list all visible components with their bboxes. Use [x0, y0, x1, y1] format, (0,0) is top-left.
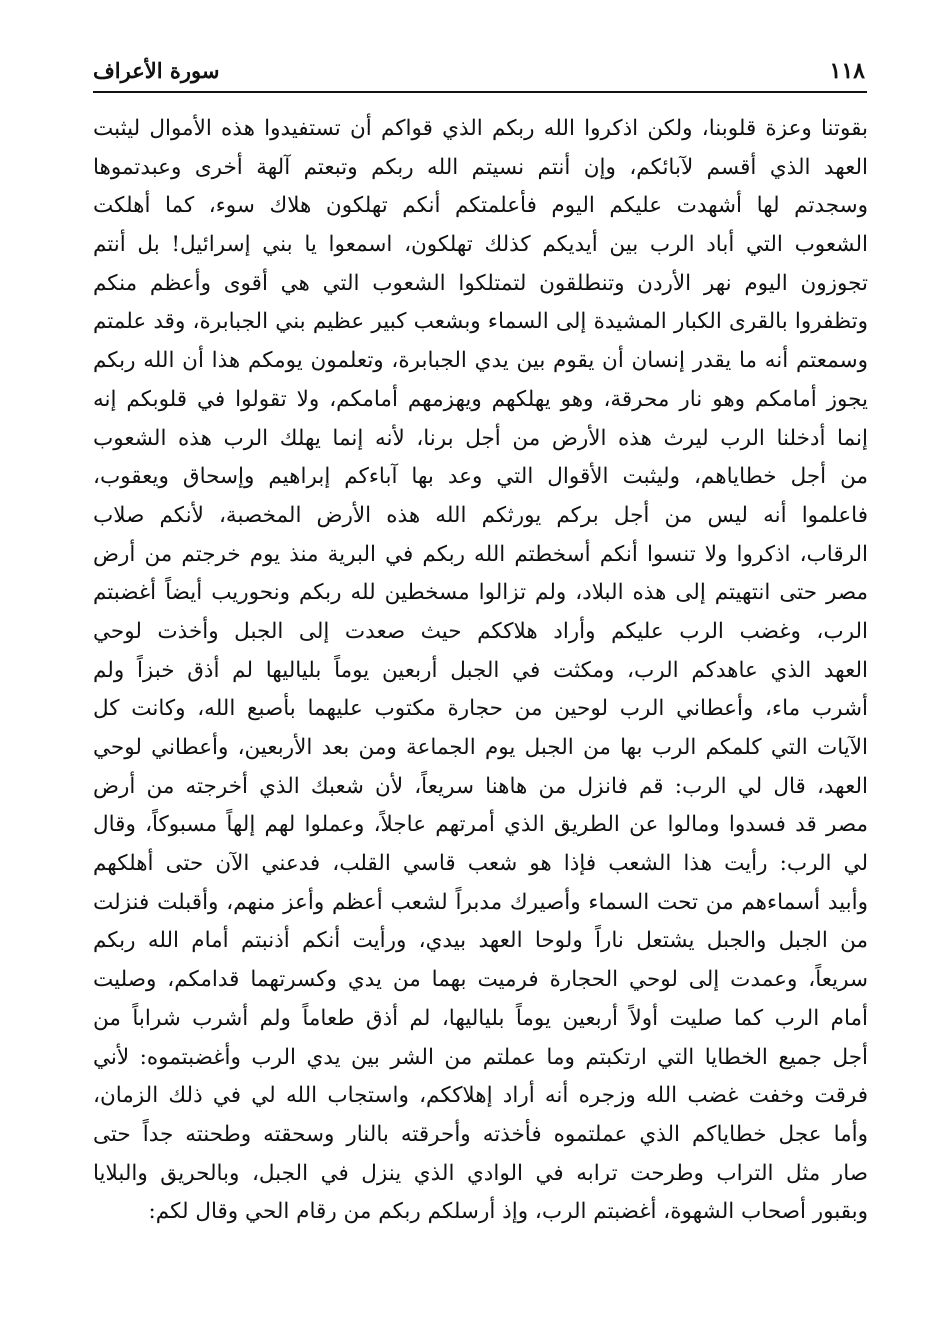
text-line: من أجل خطاياهم، وليثبت الأقوال التي وعد بها آباءكم إبراهيم وإسحاق ويعقوب، — [93, 464, 868, 490]
text-line: العهد، قال لي الرب: قم فانزل من هاهنا سريعاً، لأن شعبك الذي أخرجته من أرض — [93, 773, 868, 799]
text-line: صار مثل التراب وطرحت ترابه في الوادي الذي ينزل في الجبل، وبالحريق والبلايا — [93, 1160, 868, 1186]
text-line: فاعلموا أنه ليس من أجل بركم يورثكم الله هذه الأرض المخصبة، لأنكم صلاب — [93, 502, 868, 528]
text-line: أشرب ماء، وأعطاني الرب لوحين من حجارة مكتوب عليهما بأصبع الله، وكانت كل — [93, 696, 868, 722]
text-line: العهد الذي أقسم لآبائكم، وإن أنتم نسيتم الله ربكم وتبعتم آلهة أخرى وعبدتموها — [93, 154, 868, 180]
text-line: وأما عجل خطاياكم الذي عملتموه فأخذته وأحرقته بالنار وسحقته وطحنته جداً حتى — [93, 1121, 868, 1147]
text-line: إنما أدخلنا الرب ليرث هذه الأرض من أجل برنا، لأنه إنما يهلك الرب هذه الشعوب — [93, 425, 868, 451]
text-line: الآيات التي كلمكم الرب بها من الجبل يوم الجماعة ومن بعد الأربعين، وأعطاني لوحي — [93, 735, 868, 760]
text-line: مصر قد فسدوا ومالوا عن الطريق الذي أمرتهم عاجلاً، وعملوا لهم إلهاً مسبوكاً، وقال — [93, 812, 868, 838]
text-line: بقوتنا وعزة قلوبنا، ولكن اذكروا الله ربكم الذي قواكم أن تستفيدوا هذه الأموال ليثبت — [93, 116, 868, 141]
header-divider — [93, 91, 867, 93]
text-line: وأبيد أسماءهم من تحت السماء وأصيرك مدبراً لشعب أعظم وأعز منهم، وأقبلت فنزلت — [93, 889, 868, 915]
text-line: مصر حتى انتهيتم إلى هذه البلاد، ولم تزالوا مسخطين لله ربكم ونحوريب أيضاً أغضبتم — [93, 580, 868, 606]
text-line: أجل جميع الخطايا التي ارتكبتم وما عملتم من الشر بين يدي الرب وأغضبتموه: لأني — [93, 1044, 868, 1070]
text-line: وسمعتم أنه ما يقدر إنسان أن يقوم بين يدي الجبابرة، وتعلمون يومكم هذا أن الله ربكم — [93, 348, 868, 374]
text-line: لي الرب: رأيت هذا الشعب فإذا هو شعب قاسي القلب، فدعني الآن حتى أهلكهم — [93, 851, 868, 877]
text-line: تجوزون اليوم نهر الأردن وتنطلقون لتمتلكوا الشعوب التي هي أقوى وأعظم منكم — [93, 270, 868, 296]
text-line: الرقاب، اذكروا ولا تنسوا أنكم أسخطتم الله ربكم في البرية منذ يوم خرجتم من أرض — [93, 541, 868, 567]
text-line: يجوز أمامكم وهو نار محرقة، وهو يهلكهم ويهزمهم أمامكم، ولا تقولوا في قلوبكم إنه — [93, 386, 868, 412]
surah-title: سورة الأعراف — [93, 58, 220, 83]
text-line: من الجبل والجبل يشتعل ناراً ولوحا العهد بيدي، ورأيت أنكم أذنبتم أمام الله ربكم — [93, 928, 868, 954]
text-line: الرب، وغضب الرب عليكم وأراد هلاككم حيث صعدت إلى الجبل وأخذت لوحي — [93, 618, 868, 644]
text-line: وسجدتم لها أشهدت عليكم اليوم فأعلمتكم أنكم تهلكون هلاك سوء، كما أهلكت — [93, 193, 868, 219]
text-line: وتظفروا بالقرى الكبار المشيدة إلى السماء وبشعب كبير عظيم بني الجبابرة، وقد علمتم — [93, 309, 868, 335]
body-text — [93, 110, 868, 1232]
text-line: الشعوب التي أباد الرب بين أيديكم كذلك تهلكون، اسمعوا يا بني إسرائيل! بل أنتم — [93, 232, 868, 258]
text-line: العهد الذي عاهدكم الرب، ومكثت في الجبل أربعين يوماً بلياليها لم أذق خبزاً ولم — [93, 657, 868, 683]
text-line: سريعاً، وعمدت إلى لوحي الحجارة فرميت بهما من يدي وكسرتهما قدامكم، وصليت — [93, 967, 868, 993]
text-line: فرقت وخفت غضب الله وزجره أنه أراد إهلاككم، واستجاب الله لي في ذلك الزمان، — [93, 1083, 868, 1109]
page-header — [93, 56, 865, 90]
text-line: وبقبور أصحاب الشهوة، أغضبتم الرب، وإذ أرسلكم ربكم من رقام الحي وقال لكم: — [148, 1199, 868, 1225]
page-number: ١١٨ — [829, 58, 865, 84]
text-line: أمام الرب كما صليت أولاً أربعين يوماً بلياليها، لم أذق طعاماً ولم أشرب شراباً من — [93, 1005, 868, 1031]
